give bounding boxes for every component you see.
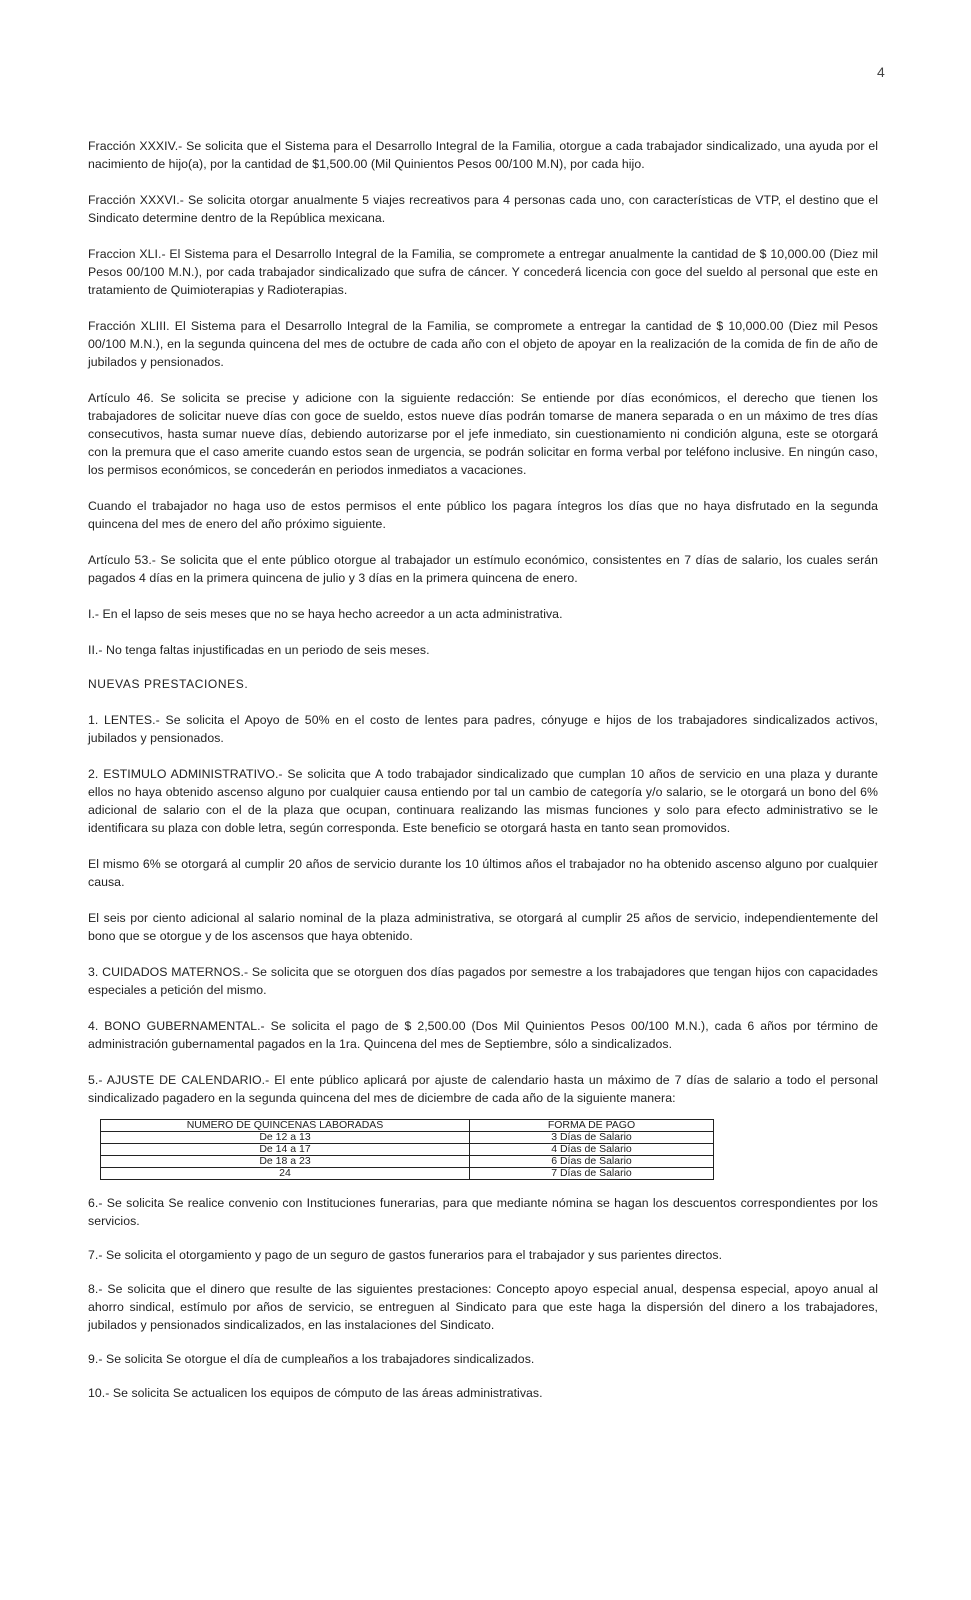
- section-heading: NUEVAS PRESTACIONES.: [88, 677, 249, 691]
- table-cell: 3 Días de Salario: [470, 1132, 714, 1144]
- paragraph-seguro-funerario: 7.- Se solicita el otorgamiento y pago de un seguro de gastos funerarios para el trabajador y sus parientes directos.: [88, 1248, 723, 1262]
- table-row: [101, 1132, 714, 1144]
- paragraph-fraccion-xliii: Fracción XLIII. El Sistema para el Desarrollo Integral de la Familia, se compromete a entregar la cantidad de $ 10,000.00 (Diez mil Pesos 00/100 M.N.), en la segunda quincena del mes de octubre de cada año con el objeto de apoyar en la realización de la comida de fin de año de jubilados y pensionados.: [88, 319, 878, 369]
- table-row: [101, 1168, 714, 1180]
- paragraph-estimulo-administrativo: 2. ESTIMULO ADMINISTRATIVO.- Se solicita que A todo trabajador sindicalizado que cumplan 10 años de servicio en una plaza y durante ellos no haya obtenido ascenso alguno por cualquier causa entiendo por tal un cambio de categoría y/o salario, se le otorgará un bono del 6% adicional de salario con el de la plaza que ocupan, continuara realizando las mismas funciones y solo para efecto administrativo se le identificara su plaza con doble letra, según corresponda. Este beneficio se otorgará hasta en tanto sean promovidos.: [88, 767, 878, 835]
- paragraph-articulo-46: Artículo 46. Se solicita se precise y adicione con la siguiente redacción: Se entiende por días económicos, el derecho que tienen los trabajadores de solicitar nueve días con goce de sueldo, estos nueve días podrán tomarse de manera separada o en un máximo de tres días consecutivos, hasta sumar nueve días, debiendo autorizarse por el jefe inmediato, sin cuestionamiento ni condición alguna, este se otorgará con la premura que el caso amerite cuando estos sean de urgencia, se podrán solicitar en forma verbal por teléfono inclusive. En ningún caso, los permisos económicos, se concederán en periodos inmediatos a vacaciones.: [88, 391, 878, 477]
- paragraph-dia-cumpleanos: 9.- Se solicita Se otorgue el día de cumpleaños a los trabajadores sindicalizados.: [88, 1352, 535, 1366]
- table-header-quincenas: NUMERO DE QUINCENAS LABORADAS: [101, 1120, 470, 1132]
- table-cell: De 14 a 17: [101, 1144, 470, 1156]
- table-header-forma-pago: FORMA DE PAGO: [470, 1120, 714, 1132]
- paragraph-estimulo-25-anos: El seis por ciento adicional al salario nominal de la plaza administrativa, se otorgará al cumplir 25 años de servicio, independientemente del bono que se otorgue y de los ascensos que haya obtenido.: [88, 911, 878, 943]
- paragraph-fraccion-xxxiv: Fracción XXXIV.- Se solicita que el Sistema para el Desarrollo Integral de la Familia, otorgue a cada trabajador sindicalizado, una ayuda por el nacimiento de hijo(a), por la cantidad de $1,500.00 (Mil Quinientos Pesos 00/100 M.N), por cada hijo.: [88, 139, 878, 171]
- paragraph-articulo-53: Artículo 53.- Se solicita que el ente público otorgue al trabajador un estímulo económico, consistentes en 7 días de salario, los cuales serán pagados 4 días en la primera quincena de julio y 3 días en la primera quincena de enero.: [88, 553, 878, 585]
- paragraph-fraccion-xli: Fraccion XLI.- El Sistema para el Desarrollo Integral de la Familia, se compromete a entregar anualmente la cantidad de $ 10,000.00 (Diez mil Pesos 00/100 M.N.), por cada trabajador sindicalizado que sufra de cáncer. Y concederá licencia con goce del sueldo al personal que este en tratamiento de Quimioterapias y Radioterapias.: [88, 247, 878, 297]
- table-header-row: [101, 1120, 714, 1132]
- table-row: [101, 1156, 714, 1168]
- paragraph-fraccion-xxxvi: Fracción XXXVI.- Se solicita otorgar anualmente 5 viajes recreativos para 4 personas cada uno, con características de VTP, el destino que el Sindicato determine dentro de la República mexicana.: [88, 193, 878, 225]
- table-cell: De 12 a 13: [101, 1132, 470, 1144]
- table-cell: 24: [101, 1168, 470, 1180]
- table-cell: 4 Días de Salario: [470, 1144, 714, 1156]
- table-cell: 7 Días de Salario: [470, 1168, 714, 1180]
- paragraph-condicion-i: I.- En el lapso de seis meses que no se haya hecho acreedor a un acta administrativa.: [88, 607, 563, 621]
- document-body: [88, 137, 878, 1418]
- table-row: [101, 1144, 714, 1156]
- paragraph-bono-gubernamental: 4. BONO GUBERNAMENTAL.- Se solicita el pago de $ 2,500.00 (Dos Mil Quinientos Pesos 00/100 M.N.), cada 6 años por término de administración gubernamental pagados en la 1ra. Quincena del mes de Septiembre, sólo a sindicalizados.: [88, 1019, 878, 1051]
- table-cell: 6 Días de Salario: [470, 1156, 714, 1168]
- table-cell: De 18 a 23: [101, 1156, 470, 1168]
- payment-table: [100, 1119, 714, 1180]
- paragraph-convenio-funerarias: 6.- Se solicita Se realice convenio con Instituciones funerarias, para que mediante nómina se hagan los descuentos correspondientes por los servicios.: [88, 1196, 878, 1228]
- paragraph-estimulo-20-anos: El mismo 6% se otorgará al cumplir 20 años de servicio durante los 10 últimos años el trabajador no ha obtenido ascenso alguno por cualquier causa.: [88, 857, 878, 889]
- paragraph-ajuste-calendario: 5.- AJUSTE DE CALENDARIO.- El ente público aplicará por ajuste de calendario hasta un máximo de 7 días de salario a todo el personal sindicalizado pagadero en la segunda quincena del mes de diciembre de cada año de la siguiente manera:: [88, 1073, 878, 1105]
- paragraph-equipos-computo: 10.- Se solicita Se actualicen los equipos de cómputo de las áreas administrativas.: [88, 1386, 543, 1400]
- paragraph-permisos-no-usados: Cuando el trabajador no haga uso de estos permisos el ente público los pagara íntegros los días que no haya disfrutado en la segunda quincena del mes de enero del año próximo siguiente.: [88, 499, 878, 531]
- page-number: 4: [877, 64, 885, 80]
- paragraph-condicion-ii: II.- No tenga faltas injustificadas en un periodo de seis meses.: [88, 643, 430, 657]
- paragraph-lentes: 1. LENTES.- Se solicita el Apoyo de 50% en el costo de lentes para padres, cónyuge e hijos de los trabajadores sindicalizados activos, jubilados y pensionados.: [88, 713, 878, 745]
- paragraph-dispersion-dinero: 8.- Se solicita que el dinero que resulte de las siguientes prestaciones: Concepto apoyo especial anual, despensa especial, apoyo anual al ahorro sindical, estímulo por años de servicio, se entreguen al Sindicato para que este haga la dispersión del dinero a los trabajadores, jubilados y pensionados sindicalizados, en las instalaciones del Sindicato.: [88, 1282, 878, 1332]
- paragraph-cuidados-maternos: 3. CUIDADOS MATERNOS.- Se solicita que se otorguen dos días pagados por semestre a los trabajadores que tengan hijos con capacidades especiales a petición del mismo.: [88, 965, 878, 997]
